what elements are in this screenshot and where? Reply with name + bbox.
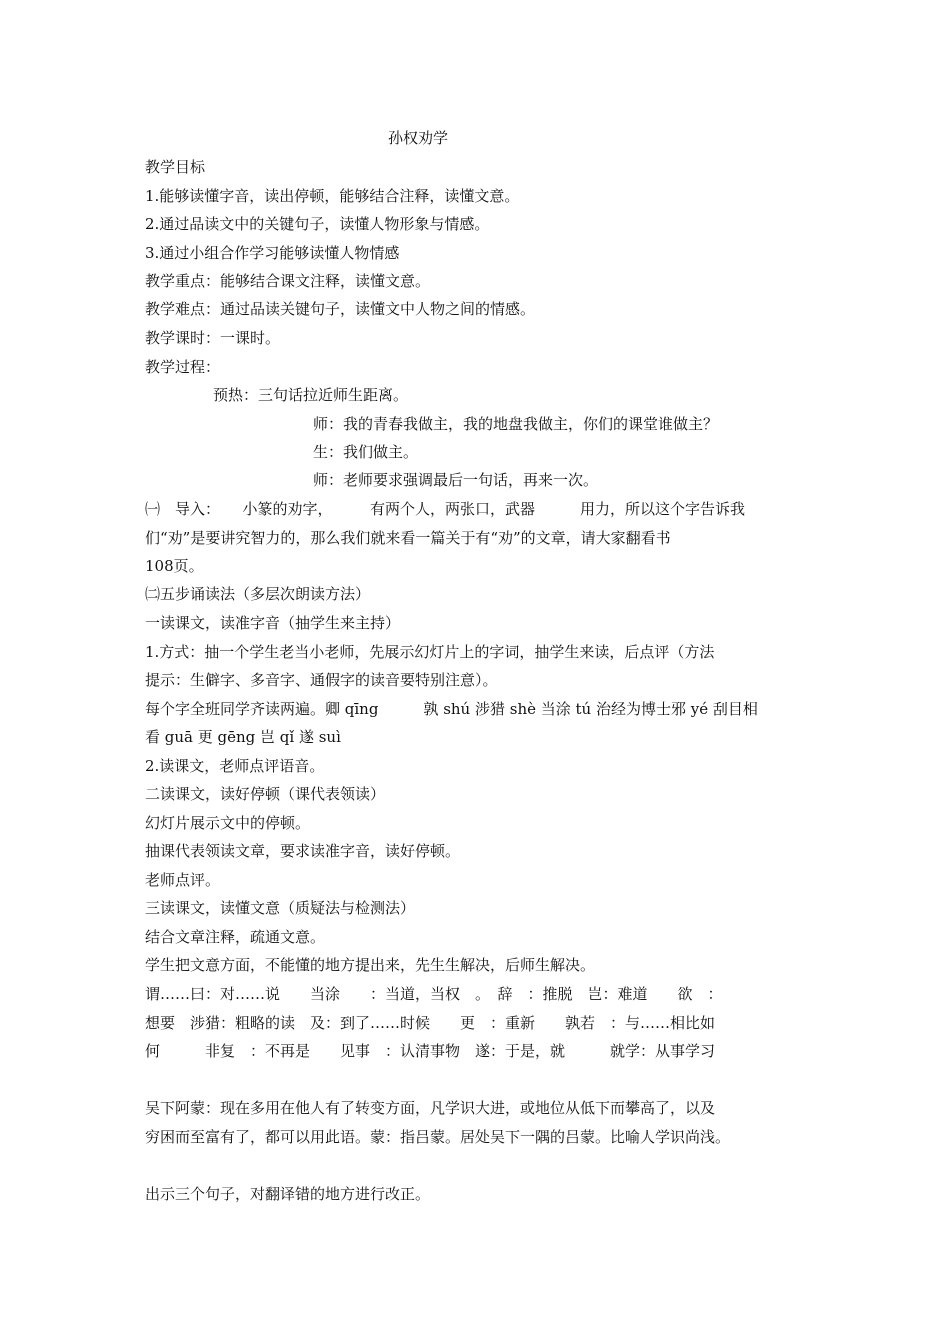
glossary-line-3: 何 非复 ：不再是 见事 ：认清事物 遂：于是，就 就学：从事学习 [145,1042,716,1060]
intro-line-3: 108页。 [145,557,204,575]
step-3-line-2: 学生把文意方面，不能懂的地方提出来，先生生解决，后师生解决。 [145,956,596,974]
intro-line-2: 们“劝”是要讲究智力的，那么我们就来看一篇关于有“劝”的文章，请大家翻看书 [145,529,671,547]
heading-teaching-goals: 教学目标 [145,158,206,176]
step-1-method-line-2: 提示：生僻字、多音字、通假字的读音要特别注意）。 [145,671,498,689]
five-step-heading: ㈡五步诵读法（多层次朗读方法） [145,585,371,603]
correction-line: 出示三个句子，对翻译错的地方进行改正。 [145,1185,431,1203]
goal-3: 3.通过小组合作学习能够读懂人物情感 [145,244,400,262]
step-2-line-1: 幻灯片展示文中的停顿。 [145,814,311,832]
step-3-line-1: 结合文章注释，疏通文意。 [145,928,326,946]
step-3-heading: 三读课文，读懂文意（质疑法与检测法） [145,899,416,917]
pronunciation-line-2: 看 guā 更 gēng 岂 qǐ 遂 suì [145,728,341,746]
idiom-line-2: 穷困而至富有了，都可以用此语。蒙：指吕蒙。居处吴下一隅的吕蒙。比喻人学识尚浅。 [145,1128,731,1146]
intro-line-1: ㈠ 导入： 小篆的劝字， 有两个人，两张口，武器 用力，所以这个字告诉我 [145,500,746,518]
document-title: 孙权劝学 [388,129,449,147]
glossary-line-2: 想要 涉猎：粗略的读 及：到了……时候 更 ：重新 孰若 ：与……相比如 [145,1014,716,1032]
dialogue-student: 生：我们做主。 [313,443,419,461]
dialogue-teacher-1: 师：我的青春我做主，我的地盘我做主，你们的课堂谁做主？ [313,415,719,433]
step-1-method-line-1: 1.方式：抽一个学生老当小老师，先展示幻灯片上的字词，抽学生来读，后点评（方法 [145,643,715,661]
dialogue-teacher-2: 师：老师要求强调最后一句话，再来一次。 [313,471,599,489]
step-2-line-2: 抽课代表领读文章，要求读准字音，读好停顿。 [145,842,461,860]
step-1-heading: 一读课文，读准字音（抽学生来主持） [145,614,401,632]
warmup-line: 预热：三句话拉近师生距离。 [213,386,409,404]
glossary-line-1: 谓……曰：对……说 当涂 ：当道，当权 。 辞 ：推脱 岂：难道 欲 ： [145,985,723,1003]
goal-2: 2.通过品读文中的关键句子，读懂人物形象与情感。 [145,215,490,233]
step-2-heading: 二读课文，读好停顿（课代表领读） [145,785,386,803]
step-1-item-2: 2.读课文，老师点评语音。 [145,757,325,775]
step-2-line-3: 老师点评。 [145,871,221,889]
teaching-difficulty: 教学难点：通过品读关键句子，读懂文中人物之间的情感。 [145,300,536,318]
idiom-line-1: 吴下阿蒙：现在多用在他人有了转变方面，凡学识大进，或地位从低下而攀高了，以及 [145,1099,716,1117]
teaching-key-point: 教学重点：能够结合课文注释，读懂文意。 [145,272,431,290]
teaching-hours: 教学课时：一课时。 [145,329,281,347]
pronunciation-line-1: 每个字全班同学齐读两遍。卿 qīng 孰 shú 涉猎 shè 当涂 tú 治经为博士邪 yé 刮目相 [145,700,758,718]
goal-1: 1.能够读懂字音，读出停顿，能够结合注释，读懂文意。 [145,187,520,205]
heading-teaching-process: 教学过程： [145,358,221,376]
